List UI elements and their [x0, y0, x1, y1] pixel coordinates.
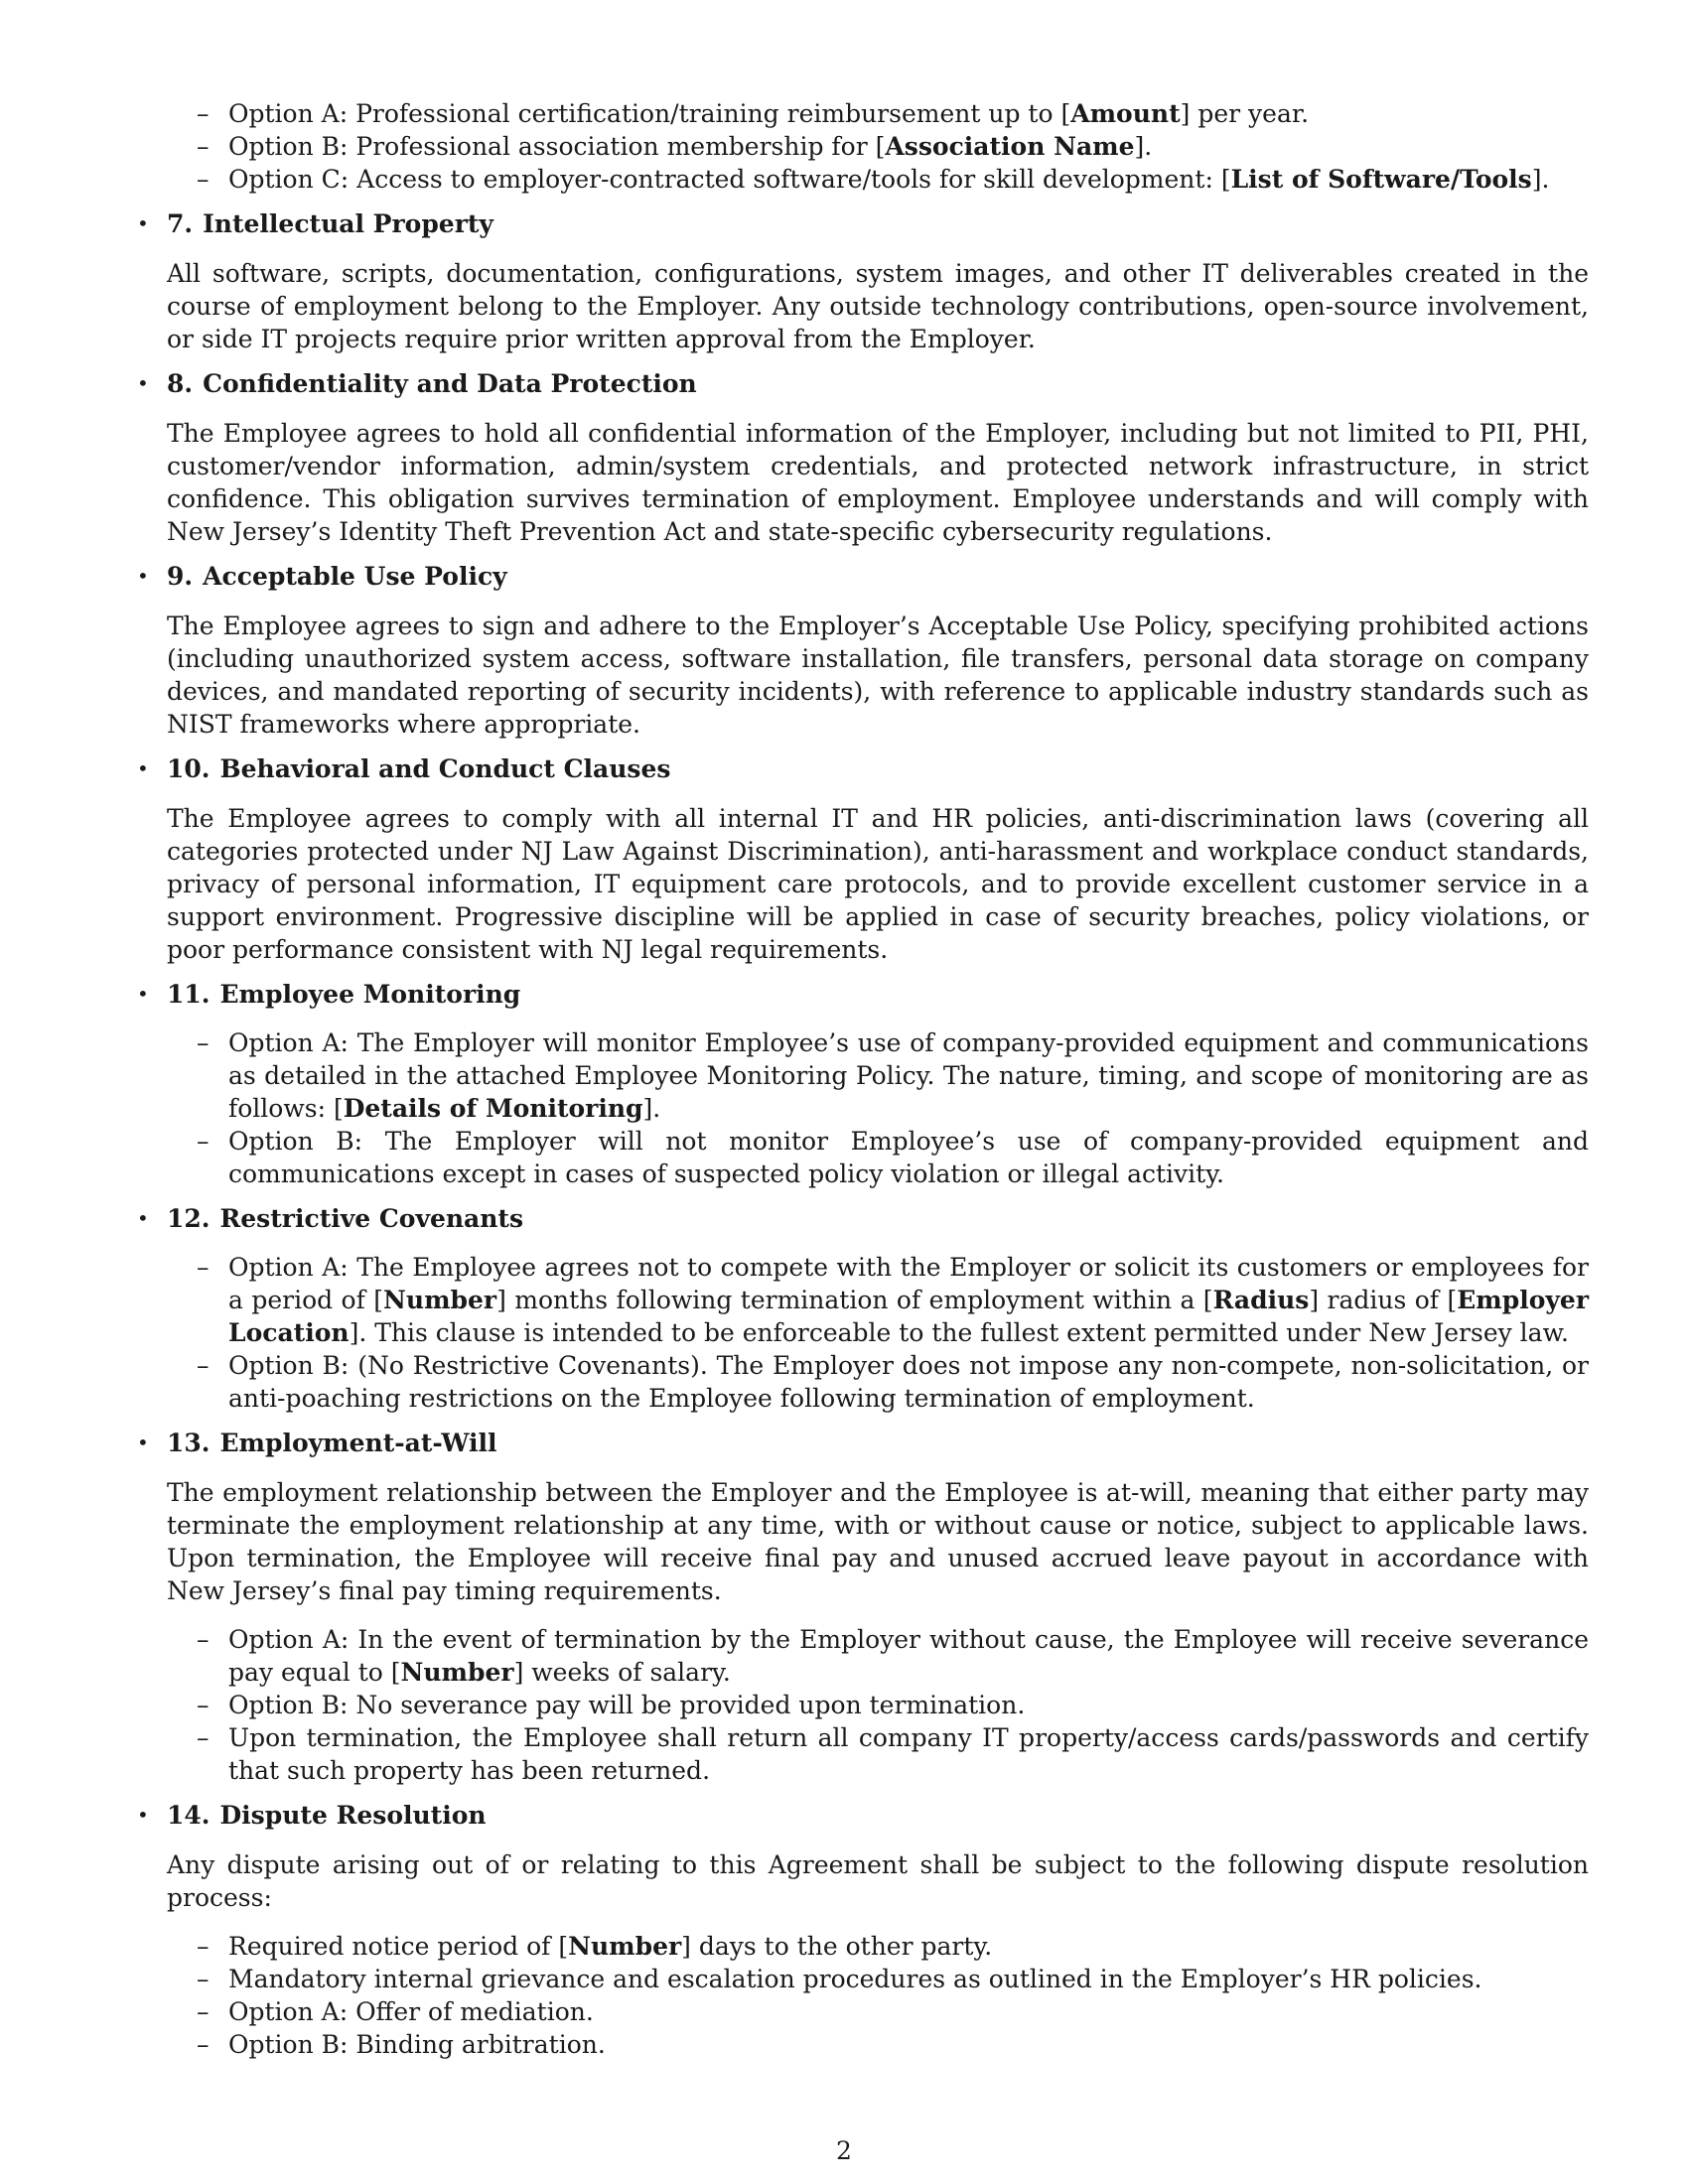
option-list	[167, 1623, 1589, 1787]
list-item: – Mandatory internal grievance and escalation procedures as outlined in the Employer’s HR policies.	[197, 1965, 1482, 1993]
section-heading: 7. Intellectual Property	[167, 209, 493, 238]
list-item: – Option B: The Employer will not monitor Employee’s use of company-provided equipment and communications except in cases of suspected policy violation or illegal activity.	[197, 1127, 1589, 1188]
list-item: – Required notice period of [Number] days to the other party.	[197, 1932, 993, 1961]
section-paragraph: The Employee agrees to hold all confidential information of the Employer, including but not limited to PII, PHI, customer/vendor information, admin/system credentials, and protected network infrastructure, in strict confidence. This obligation survives termination of employment. Employee understands and will comply with New Jersey’s Identity Theft Prevention Act and state-specific cybersecurity regulations.	[167, 419, 1589, 546]
list-item: – Option A: In the event of termination by the Employer without cause, the Employee will receive severance pay equal to [Number] weeks of salary.	[197, 1625, 1589, 1687]
section-monitoring	[137, 978, 1589, 1190]
list-item: – Option B: Professional association membership for [Association Name].	[197, 132, 1153, 161]
bullet-marker: •	[137, 564, 149, 588]
dash-marker: –	[197, 1351, 210, 1380]
option-list	[167, 1930, 1589, 2061]
bullet-marker: •	[137, 1206, 149, 1230]
section-heading: 12. Restrictive Covenants	[167, 1204, 524, 1233]
dash-marker: –	[197, 1253, 210, 1282]
dash-marker: –	[197, 132, 210, 161]
bullet-marker: •	[137, 982, 149, 1006]
option-list	[167, 1026, 1589, 1190]
list-item: – Option C: Access to employer-contracted software/tools for skill development: [List of Software/Tools].	[197, 165, 1550, 194]
section-paragraph: Any dispute arising out of or relating to this Agreement shall be subject to the following dispute resolution process:	[167, 1850, 1589, 1912]
dash-marker: –	[197, 1625, 210, 1654]
section-employment-at-will	[137, 1427, 1589, 1787]
dash-marker: –	[197, 1932, 210, 1961]
list-item: – Option A: Professional certification/training reimbursement up to [Amount] per year.	[197, 99, 1310, 128]
section-confidentiality	[137, 367, 1589, 548]
list-item: – Option B: Binding arbitration.	[197, 2030, 606, 2059]
section-restrictive-covenants	[137, 1202, 1589, 1415]
section-paragraph: The Employee agrees to sign and adhere to the Employer’s Acceptable Use Policy, specifying prohibited actions (including unauthorized system access, software installation, file transfers, personal data storage on company devices, and mandated reporting of security incidents), with reference to applicable industry standards such as NIST frameworks where appropriate.	[167, 612, 1589, 739]
list-item: – Option A: The Employee agrees not to compete with the Employer or solicit its customers or employees for a period of [Number] months following termination of employment within a [Radius] radius of [Employer Location]. This clause is intended to be enforceable to the fullest extent permitted under New Jersey law.	[197, 1253, 1589, 1347]
list-item: – Option A: Offer of mediation.	[197, 1997, 594, 2026]
section-paragraph: The employment relationship between the Employer and the Employee is at-will, meaning that either party may terminate the employment relationship at any time, with or without cause or notice, subject to applicable laws. Upon termination, the Employee will receive final pay and unused accrued leave payout in accordance with New Jersey’s final pay timing requirements.	[167, 1478, 1589, 1605]
list-item: – Option B: (No Restrictive Covenants). The Employer does not impose any non-compete, non-solicitation, or anti-poaching restrictions on the Employee following termination of employment.	[197, 1351, 1589, 1413]
document-page	[137, 97, 1589, 2061]
list-item: – Option A: The Employer will monitor Employee’s use of company-provided equipment and communications as detailed in the attached Employee Monitoring Policy. The nature, timing, and scope of monitoring are as follows: [Details of Monitoring].	[197, 1028, 1589, 1123]
section-heading: 13. Employment-at-Will	[167, 1429, 497, 1457]
section-paragraph: The Employee agrees to comply with all internal IT and HR policies, anti-discrimination laws (covering all categories protected under NJ Law Against Discrimination), anti-harassment and workplace conduct standards, privacy of personal information, IT equipment care protocols, and to provide excellent customer service in a support environment. Progressive discipline will be applied in case of security breaches, policy violations, or poor performance consistent with NJ legal requirements.	[167, 804, 1589, 964]
section-heading: 10. Behavioral and Conduct Clauses	[167, 754, 671, 783]
bullet-marker: •	[137, 1803, 149, 1827]
dash-marker: –	[197, 1997, 210, 2026]
section-paragraph: All software, scripts, documentation, configurations, system images, and other IT deliverables created in the course of employment belong to the Employer. Any outside technology contributions, open-source involvement, or side IT projects require prior written approval from the Employer.	[167, 259, 1589, 353]
section-conduct	[137, 752, 1589, 966]
dash-marker: –	[197, 165, 210, 194]
bullet-marker: •	[137, 1431, 149, 1454]
intro-option-list	[167, 97, 1589, 196]
bullet-marker: •	[137, 756, 149, 780]
dash-marker: –	[197, 2030, 210, 2059]
dash-marker: –	[197, 1723, 210, 1752]
option-list	[167, 1251, 1589, 1415]
section-dispute-resolution	[137, 1799, 1589, 2061]
dash-marker: –	[197, 1965, 210, 1993]
dash-marker: –	[197, 99, 210, 128]
dash-marker: –	[197, 1691, 210, 1719]
section-heading: 9. Acceptable Use Policy	[167, 562, 507, 591]
bullet-marker: •	[137, 211, 149, 235]
section-acceptable-use	[137, 560, 1589, 741]
section-intellectual-property	[137, 207, 1589, 355]
dash-marker: –	[197, 1127, 210, 1156]
list-item: – Option B: No severance pay will be provided upon termination.	[197, 1691, 1026, 1719]
section-heading: 14. Dispute Resolution	[167, 1801, 487, 1830]
bullet-marker: •	[137, 371, 149, 395]
page-number: 2	[836, 2136, 852, 2165]
section-heading: 11. Employee Monitoring	[167, 980, 521, 1009]
section-heading: 8. Confidentiality and Data Protection	[167, 369, 697, 398]
list-item: – Upon termination, the Employee shall return all company IT property/access cards/passwords and certify that such property has been returned.	[197, 1723, 1589, 1785]
dash-marker: –	[197, 1028, 210, 1057]
